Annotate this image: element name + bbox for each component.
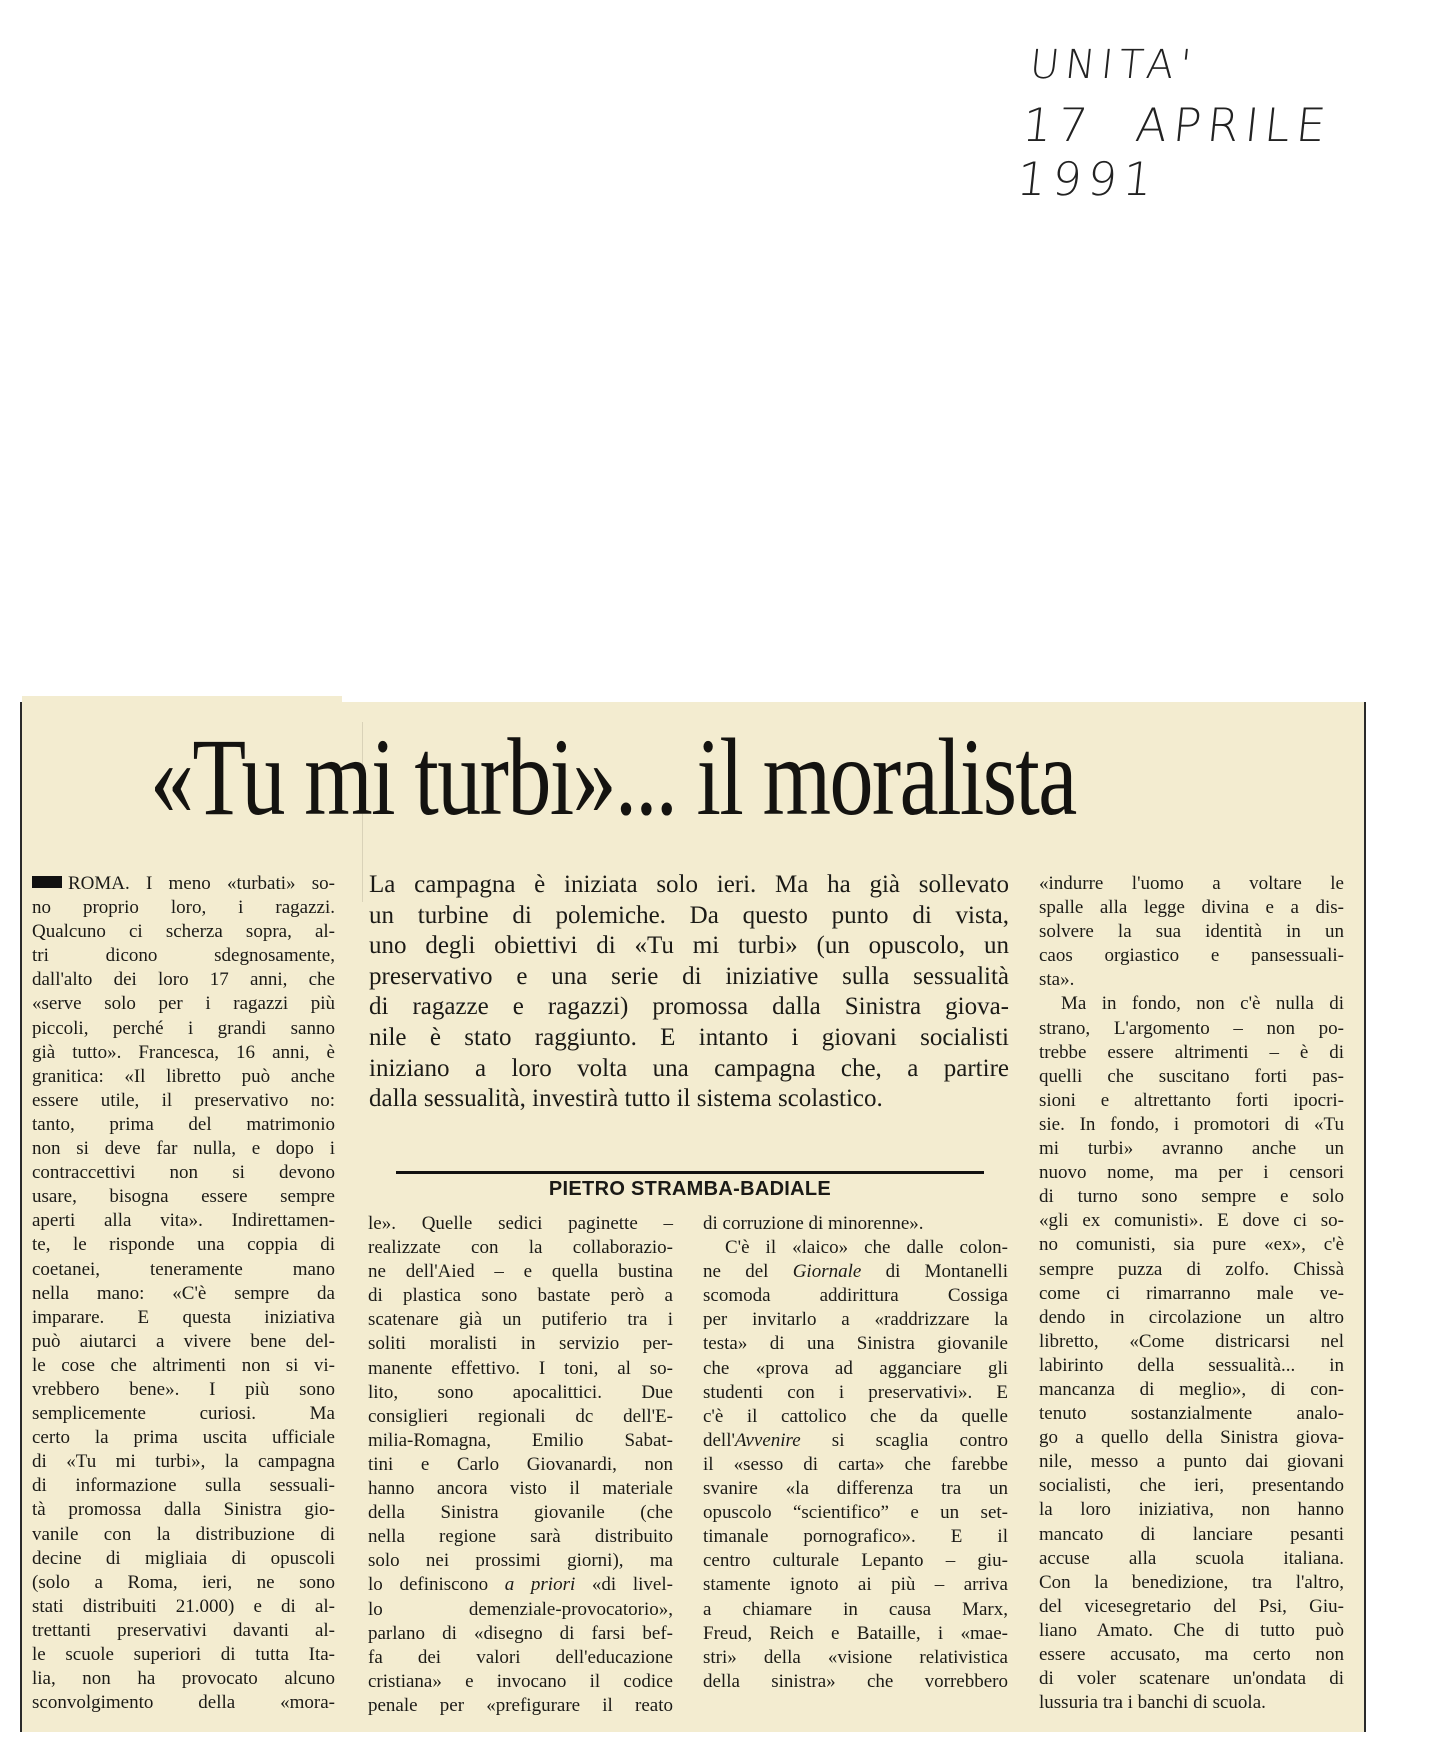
text-line: [368, 1429, 673, 1453]
text-line: [32, 992, 335, 1016]
text-line: [1039, 1354, 1344, 1378]
text-line: [703, 1525, 1008, 1549]
text-line: [1039, 1667, 1344, 1691]
text-line: [32, 1306, 335, 1330]
line-text: «di livel-: [575, 1574, 673, 1596]
text-line: [1039, 1402, 1344, 1426]
line-text: dall'alto dei loro 17 anni, che: [32, 969, 335, 991]
line-text: la loro iniziativa, non hanno: [1039, 1499, 1344, 1521]
line-text: che «prova ad agganciare gli: [703, 1357, 1008, 1379]
text-line: [32, 1523, 335, 1547]
line-text: sie. In fondo, i promotori di «Tu: [1039, 1113, 1344, 1135]
text-line: [368, 1501, 673, 1525]
text-line: [1039, 1523, 1344, 1547]
line-text: solo nei prossimi giorni), ma: [368, 1550, 673, 1572]
text-line: [1039, 872, 1344, 896]
text-line: [1039, 992, 1344, 1016]
text-line: [368, 1646, 673, 1670]
text-line: [32, 920, 335, 944]
text-line: [32, 1450, 335, 1474]
line-text: mancato di lanciare pesanti: [1039, 1523, 1344, 1545]
text-line: [1039, 1282, 1344, 1306]
text-line: [703, 1357, 1008, 1381]
line-text: milia-Romagna, Emilio Sabat-: [368, 1429, 673, 1451]
line-text: di Montanelli: [861, 1261, 1008, 1283]
line-text: di plastica sono bastate però a: [368, 1285, 673, 1307]
text-line: [703, 1646, 1008, 1670]
article-column-2: [368, 1212, 673, 1718]
line-text: si scaglia contro: [800, 1429, 1008, 1451]
line-text: per invitarlo a «raddrizzare la: [703, 1309, 1008, 1331]
text-line: [368, 1308, 673, 1332]
line-text: fa dei valori dell'educazione: [368, 1646, 673, 1668]
text-line: [1039, 944, 1344, 968]
line-text: nuovo nome, ma per i censori: [1039, 1162, 1344, 1184]
text-line: [369, 1023, 1009, 1054]
text-line: [32, 1547, 335, 1571]
text-line: [1039, 1306, 1344, 1330]
line-text: no proprio loro, i ragazzi.: [32, 897, 335, 919]
line-text: di ragazze e ragazzi) promossa dalla Sinistra giova-: [369, 993, 1009, 1021]
text-line: [32, 896, 335, 920]
text-line: [369, 962, 1009, 993]
text-line: [32, 1595, 335, 1619]
line-text: solvere la sua identità in un: [1039, 921, 1344, 943]
text-line: [703, 1429, 1008, 1453]
handwritten-date-note: 17 APRILE 1991: [1014, 98, 1335, 206]
text-line: [1039, 1185, 1344, 1209]
text-line: [32, 1571, 335, 1595]
text-line: [703, 1573, 1008, 1597]
byline-rule: [396, 1171, 984, 1174]
line-text: c'è il cattolico che da quelle: [703, 1405, 1008, 1427]
text-line: [368, 1212, 673, 1236]
text-line: [32, 1113, 335, 1137]
line-text: essere utile, il preservativo no:: [32, 1089, 335, 1111]
line-text: ne del: [703, 1261, 793, 1283]
line-text: le». Quelle sedici paginette –: [368, 1213, 673, 1234]
text-line: [32, 1378, 335, 1402]
text-line: [32, 1667, 335, 1691]
line-text: contraccettivi non si devono: [32, 1162, 335, 1184]
line-text: lito, sono apocalittici. Due: [368, 1381, 673, 1403]
text-line: [368, 1381, 673, 1405]
line-text: iniziano a loro volta una campagna che, a partire: [369, 1054, 1009, 1082]
line-text: le cose che altrimenti non si vi-: [32, 1354, 335, 1376]
text-line: [369, 1084, 1009, 1115]
line-text: sconvolgimento della «mora-: [32, 1692, 335, 1714]
line-text: piccoli, perché i grandi sanno: [32, 1017, 335, 1039]
text-line: [1039, 1137, 1344, 1161]
text-line: [703, 1501, 1008, 1525]
line-text: tri dicono sdegnosamente,: [32, 945, 335, 967]
line-text: sempre puzza di zolfo. Chissà: [1039, 1258, 1344, 1280]
text-line: [1039, 1571, 1344, 1595]
line-text: preservativo e una serie di iniziative sulla sessualità: [369, 962, 1009, 990]
line-text: stri» della «visione relativistica: [703, 1646, 1008, 1668]
byline: PIETRO STRAMBA-BADIALE: [548, 1178, 832, 1200]
text-line: [32, 1691, 335, 1715]
text-line: [703, 1284, 1008, 1308]
line-text: lo demenziale-provocatorio»,: [368, 1598, 673, 1620]
line-text: mi turbi» avranno anche un: [1039, 1138, 1344, 1160]
line-text: trebbe essere altrimenti – è di: [1039, 1041, 1344, 1063]
line-text: essere accusato, ma certo non: [1039, 1644, 1344, 1665]
line-text: caos orgiastico e pansessuali-: [1039, 945, 1344, 967]
line-text: certo la prima uscita ufficiale: [32, 1427, 335, 1449]
line-text: no comunisti, sia pure «ex», c'è: [1039, 1234, 1344, 1256]
line-text: scatenare già un putiferio tra i: [368, 1309, 673, 1331]
line-text: del vicesegretario del Psi, Giu-: [1039, 1595, 1344, 1617]
text-line: [1039, 1450, 1344, 1474]
line-text: semplicemente curiosi. Ma: [32, 1403, 335, 1425]
text-line: [32, 1282, 335, 1306]
line-text: imparare. E questa iniziativa: [32, 1306, 335, 1328]
text-line: [32, 1089, 335, 1113]
headline: «Tu mi turbi»... il moralista: [150, 716, 1076, 838]
text-line: [703, 1308, 1008, 1332]
text-line: [703, 1622, 1008, 1646]
line-text: labirinto della sessualità... in: [1039, 1354, 1344, 1376]
text-line: [32, 1209, 335, 1233]
line-text: strano, L'argomento – non po-: [1039, 1017, 1344, 1039]
line-text: tanto, prima del matrimonio: [32, 1113, 335, 1135]
line-text: realizzate con la collaborazio-: [368, 1237, 673, 1259]
line-text: vrebbero bene». I più sono: [32, 1378, 335, 1400]
text-line: [1039, 896, 1344, 920]
text-line: [1039, 1474, 1344, 1498]
line-text: La campagna è iniziata solo ieri. Ma ha già sollevato: [369, 871, 1009, 898]
line-text: soliti moralisti in servizio per-: [368, 1333, 673, 1355]
text-line: [1039, 1209, 1344, 1233]
line-text: nella regione sarà distribuito: [368, 1526, 673, 1548]
line-text: parlano di «disegno di farsi bef-: [368, 1622, 673, 1644]
text-line: [32, 1643, 335, 1667]
text-line: [32, 1330, 335, 1354]
text-line: [1039, 1089, 1344, 1113]
line-text: accuse alla scuola italiana.: [1039, 1547, 1344, 1569]
line-text: di voler scatenare un'ondata di: [1039, 1668, 1344, 1690]
line-text: di turno sono sempre e solo: [1039, 1186, 1344, 1208]
line-text: vanile con la distribuzione di: [32, 1523, 335, 1545]
line-text: testa» di una Sinistra giovanile: [703, 1333, 1008, 1355]
text-line: [703, 1598, 1008, 1622]
line-text: sta».: [1039, 969, 1075, 991]
text-line: [32, 1041, 335, 1065]
text-line: [369, 992, 1009, 1023]
text-line: [368, 1670, 673, 1694]
line-text: a chiamare in causa Marx,: [703, 1598, 1008, 1620]
italic-title-text: Giornale: [792, 1261, 862, 1283]
text-line: [369, 901, 1009, 932]
text-line: [1039, 1113, 1344, 1137]
line-text: tini e Carlo Giovanardi, non: [368, 1453, 673, 1475]
line-text: lussuria tra i banchi di scuola.: [1039, 1692, 1266, 1714]
line-text: hanno ancora visto il materiale: [368, 1478, 673, 1500]
text-line: [703, 1260, 1008, 1284]
text-line: [368, 1477, 673, 1501]
line-text: mancanza di meglio», di con-: [1039, 1378, 1344, 1400]
text-line: [32, 1258, 335, 1282]
line-text: opuscolo “scientifico” e un set-: [703, 1502, 1008, 1524]
text-line: [1039, 1330, 1344, 1354]
text-line: [703, 1670, 1008, 1694]
line-text: «indurre l'uomo a voltare le: [1039, 873, 1344, 894]
handwritten-source-note: UNITA': [1027, 42, 1200, 88]
text-line: [1039, 1017, 1344, 1041]
text-line: [369, 1054, 1009, 1085]
text-line: [368, 1573, 673, 1597]
text-line: [368, 1284, 673, 1308]
line-text: dalla sessualità, investirà tutto il sistema scolastico.: [369, 1085, 883, 1113]
line-text: «serve solo per i ragazzi più: [32, 993, 335, 1015]
text-line: [32, 1137, 335, 1161]
line-text: trettanti preservativi davanti al-: [32, 1619, 335, 1641]
line-text: tà promossa dalla Sinistra gio-: [32, 1499, 335, 1521]
line-text: uno degli obiettivi di «Tu mi turbi» (un opuscolo, un: [369, 932, 1009, 960]
article-column-3: [703, 1212, 1008, 1694]
text-line: [703, 1405, 1008, 1429]
line-text: le scuole superiori di tutta Ita-: [32, 1644, 335, 1665]
line-text: può aiutarci a vivere bene del-: [32, 1330, 335, 1352]
line-text: liano Amato. Che di tutto può: [1039, 1619, 1344, 1641]
line-text: aperti alla vita». Indirettamen-: [32, 1210, 335, 1232]
text-line: [703, 1236, 1008, 1260]
line-text: Ma in fondo, non c'è nulla di: [1061, 993, 1344, 1015]
text-line: [1039, 1595, 1344, 1619]
line-text: ROMA. I meno «turbati» so-: [68, 873, 335, 894]
text-line: [1039, 1547, 1344, 1571]
line-text: cristiana» e invocano il codice: [368, 1670, 673, 1692]
line-text: Qualcuno ci scherza sopra, al-: [32, 921, 335, 943]
text-line: [32, 1354, 335, 1378]
line-text: già tutto». Francesca, 16 anni, è: [32, 1041, 335, 1063]
text-line: [32, 1426, 335, 1450]
line-text: lia, non ha provocato alcuno: [32, 1668, 335, 1690]
italic-title-text: Avvenire: [734, 1429, 801, 1451]
dateline-bullet-icon: [32, 876, 62, 888]
line-text: Freud, Reich e Bataille, i «mae-: [703, 1622, 1008, 1644]
line-text: spalle alla legge divina e a dis-: [1039, 897, 1344, 919]
text-line: [368, 1332, 673, 1356]
line-text: «gli ex comunisti». E dove ci so-: [1039, 1210, 1344, 1232]
text-line: [1039, 968, 1344, 992]
line-text: nile è stato raggiunto. E intanto i giovani socialisti: [369, 1023, 1009, 1051]
line-text: (solo a Roma, ieri, ne sono: [32, 1571, 335, 1593]
text-line: [703, 1549, 1008, 1573]
text-line: [703, 1212, 1008, 1236]
text-line: [368, 1453, 673, 1477]
text-line: [32, 1161, 335, 1185]
text-line: [368, 1405, 673, 1429]
text-line: [1039, 1498, 1344, 1522]
line-text: studenti con i preservativi». E: [703, 1381, 1008, 1403]
line-text: C'è il «laico» che dalle colon-: [725, 1237, 1008, 1259]
text-line: [368, 1357, 673, 1381]
text-line: [32, 872, 335, 896]
text-line: [32, 1619, 335, 1643]
line-text: svanire «la differenza tra un: [703, 1478, 1008, 1500]
line-text: centro culturale Lepanto – giu-: [703, 1550, 1008, 1572]
text-line: [1039, 1161, 1344, 1185]
line-text: di «Tu mi turbi», la campagna: [32, 1451, 335, 1473]
line-text: usare, bisogna essere sempre: [32, 1186, 335, 1208]
line-text: consiglieri regionali dc dell'E-: [368, 1405, 673, 1427]
line-text: sioni e altrettanto forti ipocri-: [1039, 1089, 1344, 1111]
text-line: [369, 870, 1009, 901]
text-line: [32, 1402, 335, 1426]
text-line: [1039, 1691, 1344, 1715]
line-text: timanale pornografico». E il: [703, 1526, 1008, 1548]
line-text: coetanei, teneramente mano: [32, 1258, 335, 1280]
text-line: [32, 1065, 335, 1089]
line-text: go a quello della Sinistra giova-: [1039, 1427, 1344, 1449]
text-line: [1039, 1041, 1344, 1065]
text-line: [703, 1477, 1008, 1501]
text-line: [1039, 1619, 1344, 1643]
line-text: decine di migliaia di opuscoli: [32, 1547, 335, 1569]
line-text: Con la benedizione, tra l'altro,: [1039, 1571, 1344, 1593]
line-text: dell': [703, 1429, 735, 1451]
text-line: [368, 1598, 673, 1622]
line-text: di corruzione di minorenne».: [703, 1213, 924, 1234]
text-line: [368, 1525, 673, 1549]
line-text: nella mano: «C'è sempre da: [32, 1282, 335, 1304]
text-line: [703, 1381, 1008, 1405]
text-line: [703, 1332, 1008, 1356]
text-line: [32, 1498, 335, 1522]
text-line: [1039, 1426, 1344, 1450]
line-text: tenuto sostanzialmente analo-: [1039, 1403, 1344, 1425]
line-text: il «sesso di carta» che farebbe: [703, 1453, 1008, 1475]
text-line: [32, 968, 335, 992]
line-text: della sinistra» che vorrebbero: [703, 1670, 1008, 1692]
line-text: stamente ignoto ai più – arriva: [703, 1574, 1008, 1596]
line-text: socialisti, che ieri, presentando: [1039, 1475, 1344, 1497]
line-text: manente effettivo. I toni, al so-: [368, 1357, 673, 1379]
text-line: [1039, 1233, 1344, 1257]
text-line: [369, 931, 1009, 962]
text-line: [368, 1549, 673, 1573]
text-line: [1039, 1258, 1344, 1282]
line-text: stati distribuiti 21.000) e di al-: [32, 1595, 335, 1617]
line-text: libretto, «Come districarsi nel: [1039, 1330, 1344, 1352]
line-text: della Sinistra giovanile (che: [368, 1502, 673, 1524]
line-text: nile, messo a punto dai giovani: [1039, 1451, 1344, 1473]
text-line: [1039, 920, 1344, 944]
article-column-4: [1039, 872, 1344, 1715]
line-text: di informazione sulla sessuali-: [32, 1475, 335, 1497]
text-line: [368, 1260, 673, 1284]
text-line: [703, 1453, 1008, 1477]
line-text: un turbine di polemiche. Da questo punto di vista,: [369, 901, 1009, 929]
line-text: quelli che suscitano forti pas-: [1039, 1065, 1344, 1087]
line-text: granitica: «Il libretto può anche: [32, 1065, 335, 1087]
text-line: [1039, 1643, 1344, 1667]
text-line: [1039, 1065, 1344, 1089]
line-text: come ci rimarranno male ve-: [1039, 1282, 1344, 1304]
text-line: [368, 1622, 673, 1646]
text-line: [368, 1694, 673, 1718]
line-text: non si deve far nulla, e dopo i: [32, 1138, 335, 1160]
line-text: te, le risponde una coppia di: [32, 1234, 335, 1256]
italic-title-text: a priori: [504, 1574, 576, 1596]
text-line: [32, 1017, 335, 1041]
text-line: [32, 1474, 335, 1498]
line-text: ne dell'Aied – e quella bustina: [368, 1261, 673, 1283]
article-column-1: [32, 872, 335, 1715]
article-lead: [369, 870, 1009, 1115]
text-line: [368, 1236, 673, 1260]
line-text: dendo in circolazione un altro: [1039, 1306, 1344, 1328]
text-line: [32, 944, 335, 968]
line-text: scomoda addirittura Cossiga: [703, 1285, 1008, 1307]
line-text: penale per «prefigurare il reato: [368, 1694, 673, 1716]
line-text: lo definiscono: [368, 1574, 505, 1596]
text-line: [1039, 1378, 1344, 1402]
text-line: [32, 1185, 335, 1209]
text-line: [32, 1233, 335, 1257]
